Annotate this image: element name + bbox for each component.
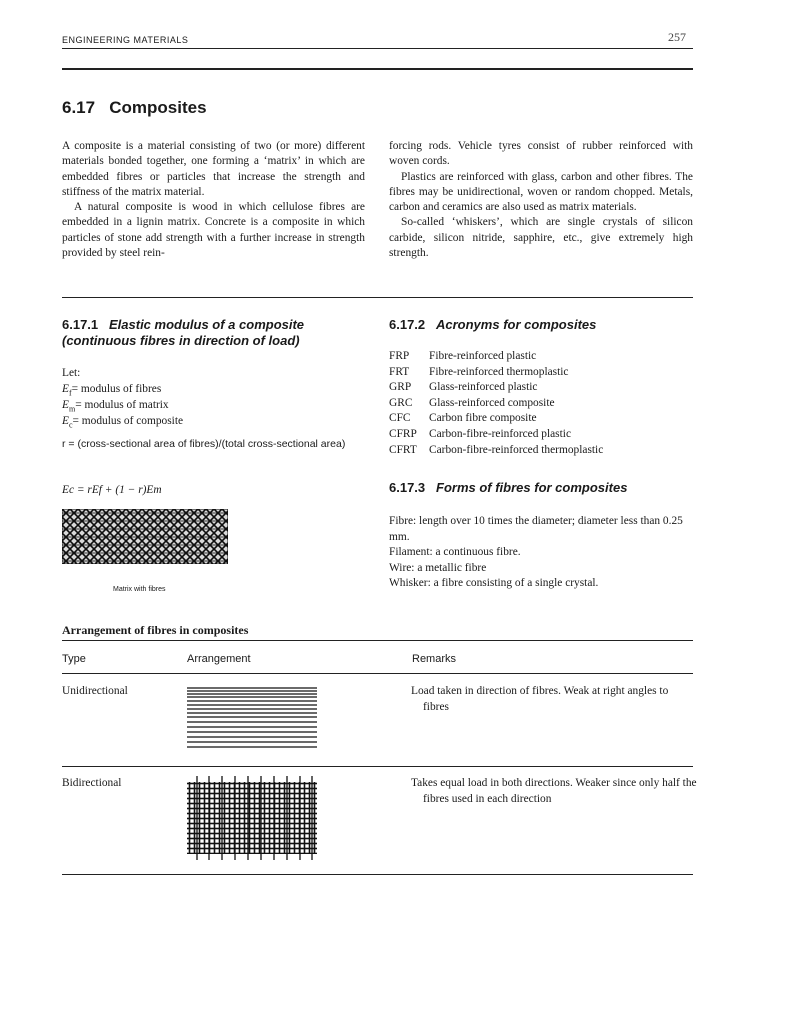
row-type-unidirectional: Unidirectional [62,685,128,697]
section-heading [62,98,207,118]
header-rule [62,48,693,49]
table-header-rule [62,673,693,674]
modulus-equation: Ec = rEf + (1 − r)Em [62,484,162,496]
list-item: Filament: a continuous fibre. [389,546,521,559]
subsection-rule [62,297,693,298]
bidirectional-fibres-diagram [187,776,317,860]
intro-left-column [62,139,365,261]
page-number: 257 [668,30,686,44]
table-top-rule [62,640,693,641]
def-fibres: $E_f=$ modulus of fibres [62,383,162,398]
list-item: Fibre: length over 10 times the diameter; diameter less than 0.25 mm. [389,515,683,543]
intro-paragraph: A composite is a material consisting of two (or more) different materials bonded together, one forming a ‘matrix’ in which are embedded fibres or particles that increase the strength and stiffness of the matrix material. [62,140,365,198]
elastic-title: Elastic modulus of a composite (continuous fibres in direction of load) [62,317,305,348]
forms-title: Forms of fibres for composites [436,480,628,495]
table-row-rule [62,766,693,767]
table-title: Arrangement of fibres in composites [62,623,249,637]
column-header-arrangement: Arrangement [187,653,251,665]
forms-list [389,514,693,592]
row-remark-unidirectional: Load taken in direction of fibres. Weak at right angles to fibres [411,685,669,713]
section-title: Composites [109,98,207,117]
forms-heading: 6.17.3 Forms of fibres for composites [389,480,628,495]
def-composite: $E_c=$ modulus of composite [62,415,184,430]
intro-paragraph: So-called ‘whiskers’, which are single crystals of silicon carbide, silicon nitride, sapphire, etc., give extremely high strength. [389,216,693,260]
intro-paragraph: forcing rods. Vehicle tyres consist of rubber reinforced with woven cords. [389,140,693,168]
column-header-type: Type [62,653,86,665]
list-item: Whisker: a fibre consisting of a single crystal. [389,577,599,590]
list-item: GRP Glass-reinforced plastic [389,381,538,394]
intro-right-column [389,139,693,261]
unidirectional-fibres-diagram [187,687,317,751]
intro-paragraph: A natural composite is wood in which cellulose fibres are embedded in a lignin matrix. Concrete is a composite in which particles of stone add strength with a further increase in strength provided by steel rein- [62,201,365,260]
area-ratio-definition: r = (cross-sectional area of fibres)/(total cross-sectional area) [62,438,346,450]
list-item: CFC Carbon fibre composite [389,412,537,425]
matrix-with-fibres-figure [62,509,228,564]
running-header-title: ENGINEERING MATERIALS [62,35,189,45]
section-number: 6.17 [62,98,96,117]
list-item: Wire: a metallic fibre [389,561,487,574]
table-bottom-rule [62,874,693,875]
def-matrix: $E_m=$ modulus of matrix [62,399,169,414]
list-item: FRP Fibre-reinforced plastic [389,350,537,362]
list-item: CFRP Carbon-fibre-reinforced plastic [389,427,571,440]
elastic-heading [62,317,362,349]
elastic-number: 6.17.1 [62,317,99,332]
row-remark-bidirectional: Takes equal load in both directions. Weaker since only half the fibres used in each direction [411,777,697,805]
let-label: Let: [62,367,81,379]
list-item: FRT Fibre-reinforced thermoplastic [389,365,569,378]
list-item: CFRT Carbon-fibre-reinforced thermoplastic [389,443,604,456]
intro-paragraph: Plastics are reinforced with glass, carbon and other fibres. The fibres may be unidirectional, woven or random chopped. Metals, carbon and ceramics are also used as matrix materials. [389,170,693,214]
figure-caption: Matrix with fibres [113,586,166,593]
column-header-remarks: Remarks [412,653,457,665]
acronym-list [389,349,603,458]
section-rule [62,68,693,70]
acronyms-heading: 6.17.2 Acronyms for composites [389,317,597,332]
acronyms-title: Acronyms for composites [436,317,597,332]
list-item: GRC Glass-reinforced composite [389,396,555,409]
row-type-bidirectional: Bidirectional [62,777,122,789]
